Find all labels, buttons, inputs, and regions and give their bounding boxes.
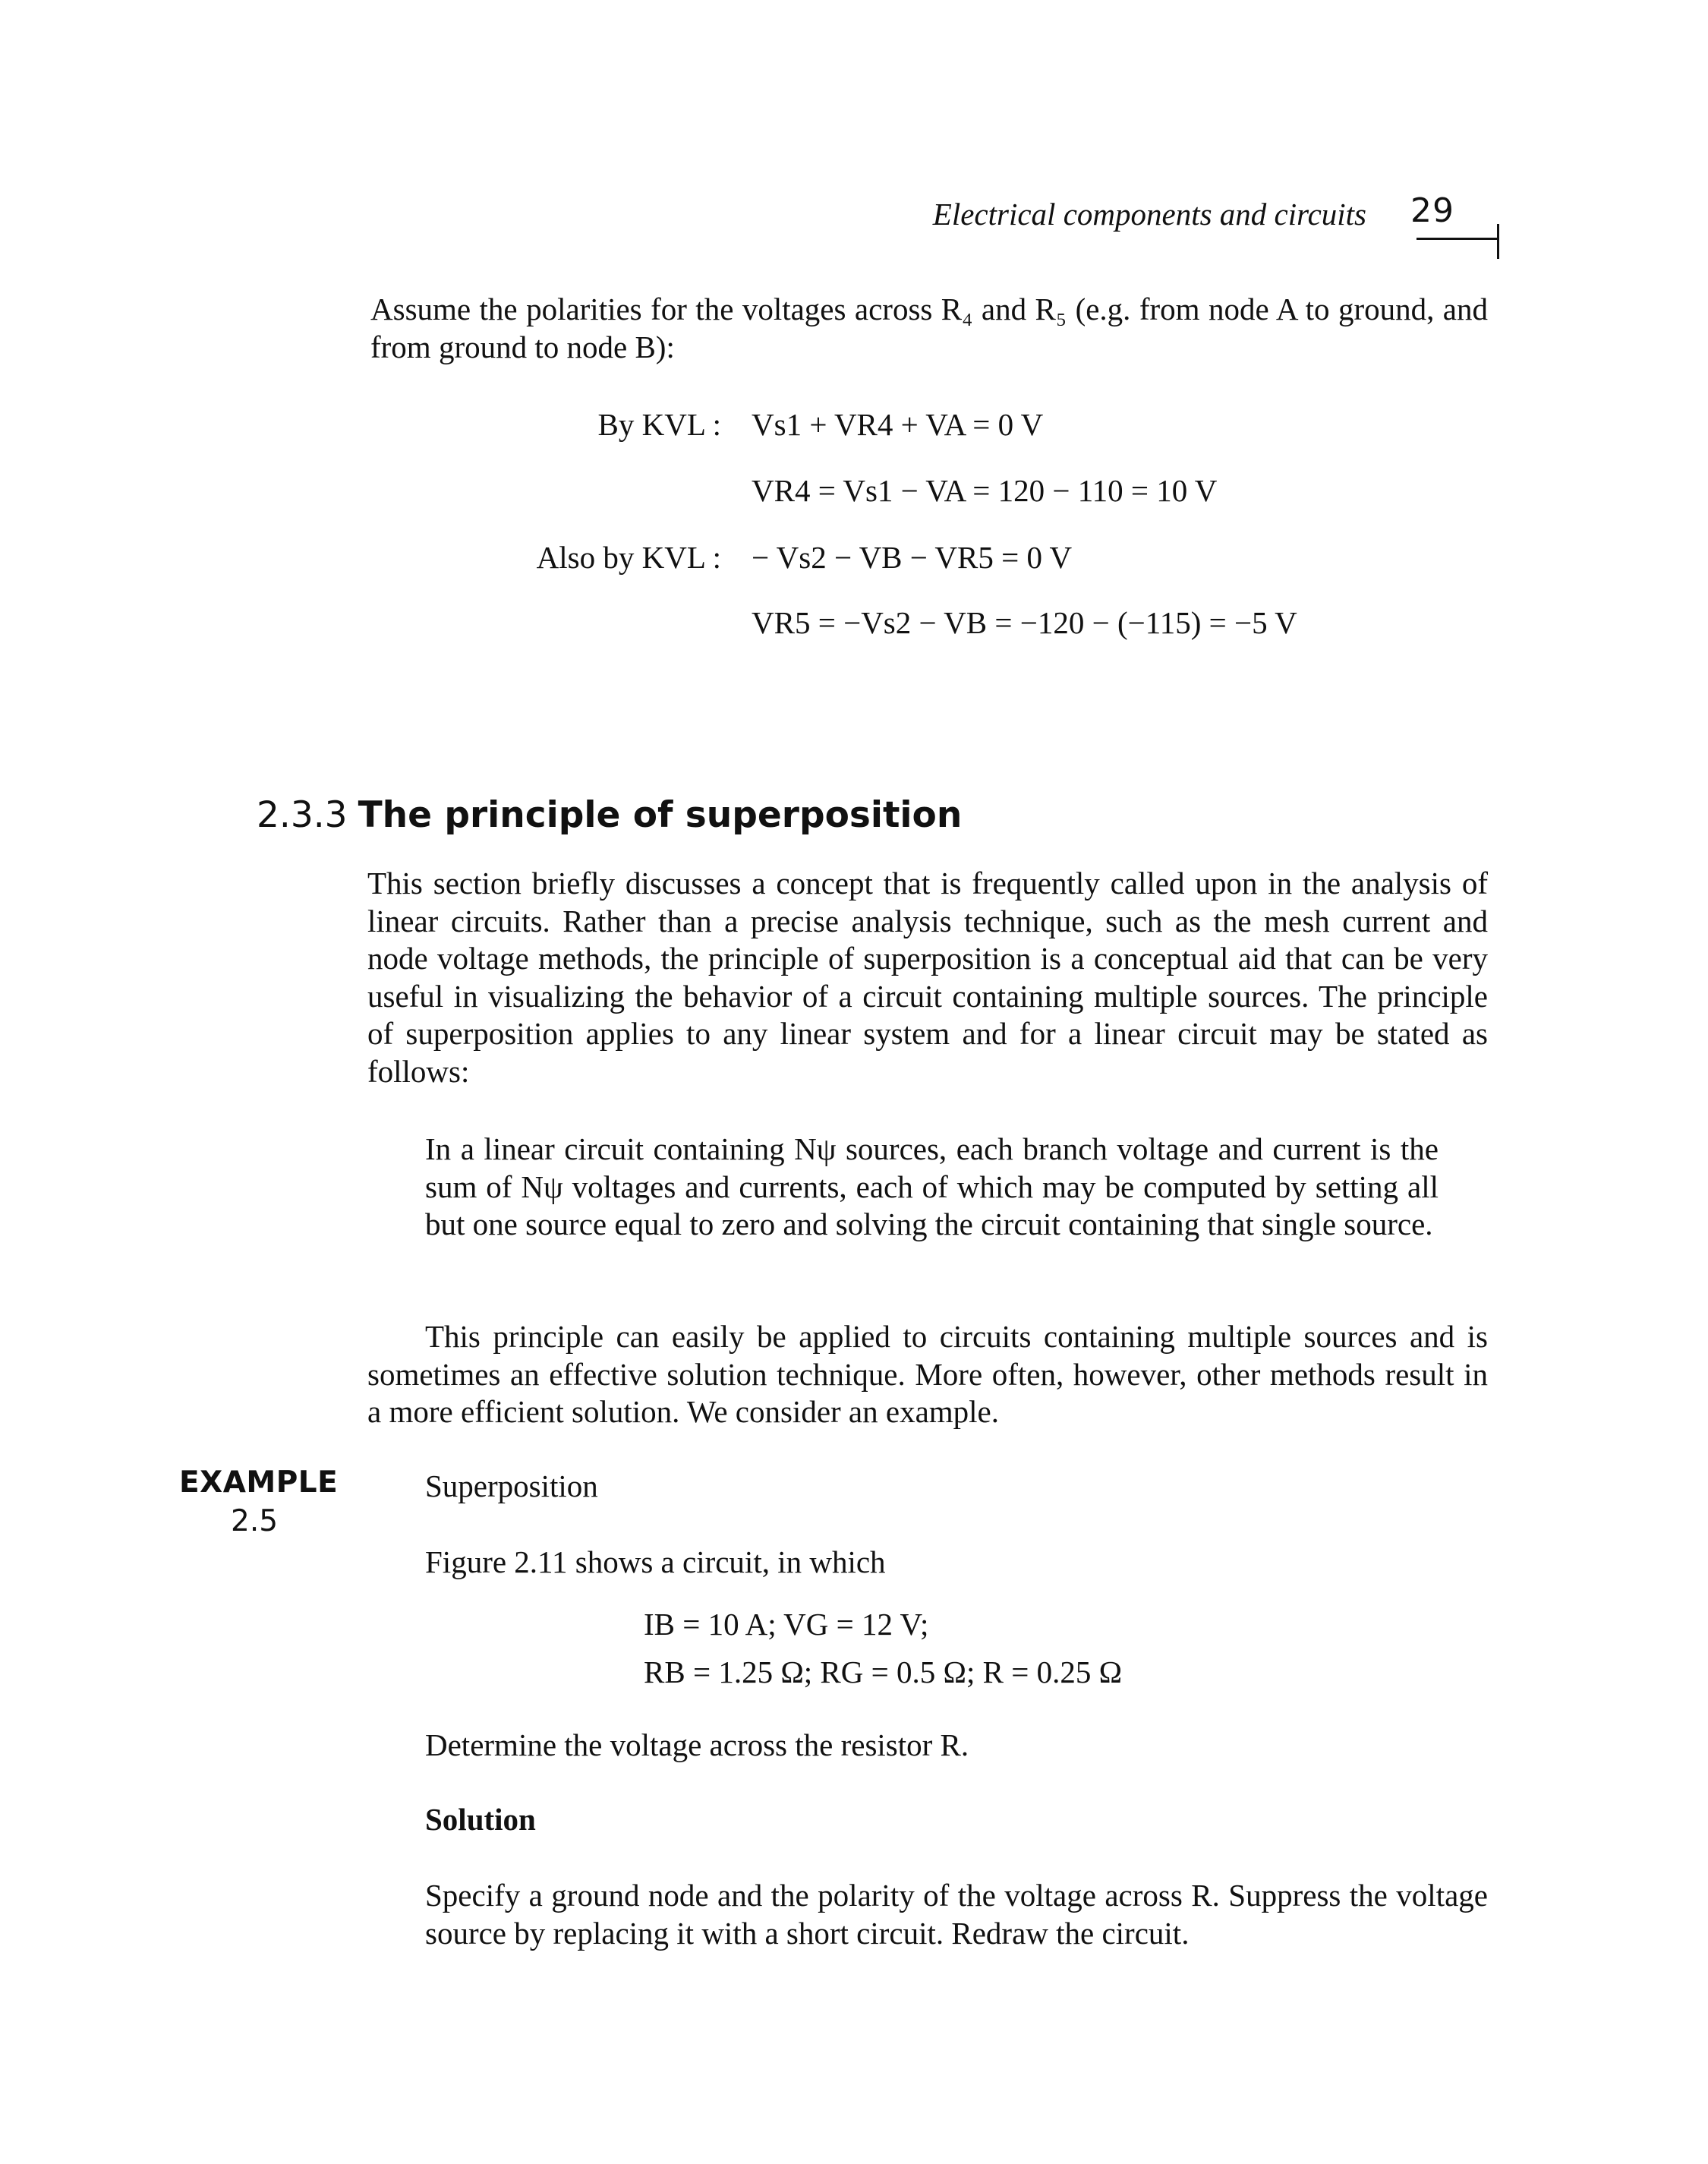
section-number: 2.3.3 — [257, 794, 348, 836]
body-paragraph-2: This principle can easily be applied to circuits containing multiple sources and is sometimes an effective solution technique. More often, however, other methods result in a more efficient solution. We consider an example. — [367, 1319, 1488, 1429]
given-values-line-2: RB = 1.25 Ω; RG = 0.5 Ω; R = 0.25 Ω — [644, 1655, 1123, 1689]
page-number-tick — [1497, 224, 1499, 259]
solution-heading: Solution — [425, 1802, 536, 1837]
kvl-equation-4: VR5 = −Vs2 − VB = −120 − (−115) = −5 V — [752, 605, 1297, 640]
example-number: 2.5 — [231, 1504, 279, 1538]
solution-text: Specify a ground node and the polarity of the voltage across R. Suppress the voltage source by replacing it with a short circuit. Redraw the circuit. — [425, 1878, 1488, 1951]
example-intro: Figure 2.11 shows a circuit, in which — [425, 1544, 886, 1579]
kvl-equation-2: VR4 = Vs1 − VA = 120 − 110 = 10 V — [752, 473, 1218, 508]
body-paragraph-1: This section briefly discusses a concept that is frequently called upon in the analysis of linear circuits. Rather than a precise analysis technique, such as the mesh current and node voltage methods, the principle of superposition is a conceptual aid that can be very useful in visualizing the behavior of a circuit containing multiple sources. The principle of superposition applies to any linear system and for a linear circuit may be stated as follows: — [367, 866, 1488, 1089]
page-number: 29 — [1410, 191, 1454, 230]
principle-statement: In a linear circuit containing Nψ sources, each branch voltage and current is the sum of Nψ voltages and currents, each of which may be computed by setting all but one source equal to zero and solving the circuit containing that single source. — [425, 1131, 1439, 1241]
example-task: Determine the voltage across the resistor R. — [425, 1727, 969, 1762]
given-values-line-1: IB = 10 A; VG = 12 V; — [644, 1607, 929, 1642]
kvl-label-2: Also by KVL : — [536, 540, 721, 575]
kvl-label-1: By KVL : — [597, 407, 721, 442]
section-title: The principle of superposition — [358, 794, 963, 836]
page-number-rule — [1417, 238, 1497, 240]
example-label: EXAMPLE — [179, 1465, 339, 1500]
kvl-equation-1: Vs1 + VR4 + VA = 0 V — [752, 407, 1044, 442]
kvl-equation-3: − Vs2 − VB − VR5 = 0 V — [752, 540, 1073, 575]
section-heading — [257, 794, 962, 836]
running-title: Electrical components and circuits — [932, 197, 1366, 232]
intro-paragraph: Assume the polarities for the voltages across R₄ and R₅ (e.g. from node A to ground, and from ground to node B): — [370, 292, 1488, 364]
example-title: Superposition — [425, 1468, 598, 1503]
